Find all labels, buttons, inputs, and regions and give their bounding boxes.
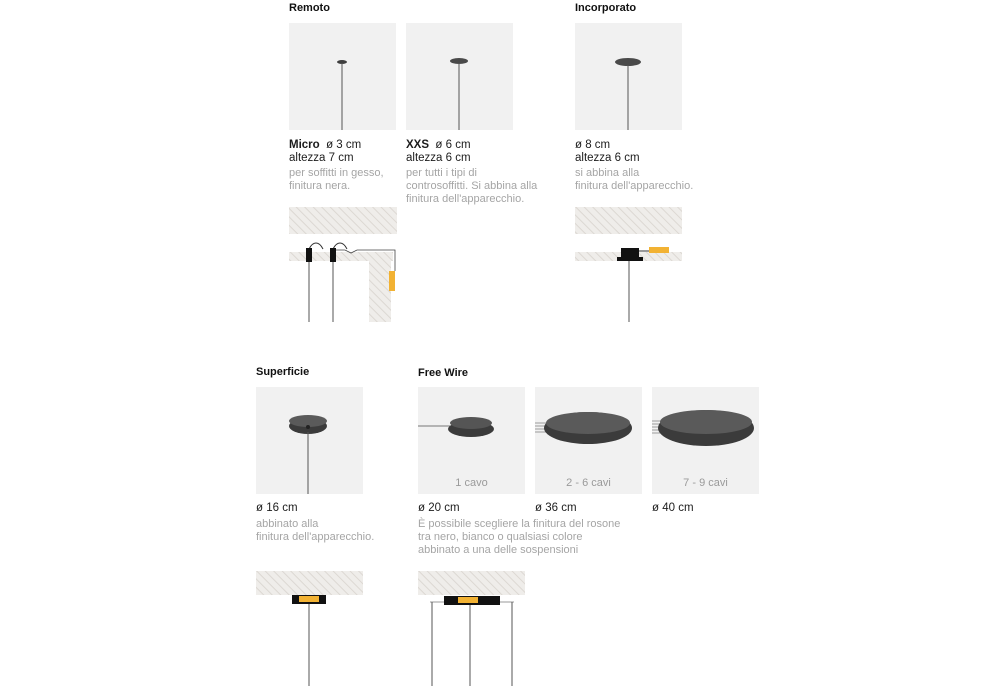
free-wire-1-cable-label: 1 cavo xyxy=(455,477,488,489)
incorporato-installation-diagram xyxy=(573,205,685,325)
micro-desc-line: finitura nera. xyxy=(289,180,351,192)
xxs-desc-line: controsoffitti. Si abbina alla xyxy=(406,180,538,192)
free-wire-7-9-cables-photo xyxy=(652,387,759,494)
xxs-description xyxy=(406,167,537,206)
xxs-desc-line: per tutti i tipi di xyxy=(406,167,477,179)
xxs-diameter: ø 6 cm xyxy=(435,139,471,151)
incorporato-height: altezza 6 cm xyxy=(575,152,640,164)
superficie-product-photo xyxy=(256,387,363,494)
free-wire-diameter-40: ø 40 cm xyxy=(652,502,694,514)
incorporato-desc-line: finitura dell'apparecchio. xyxy=(575,180,694,192)
xxs-height: altezza 6 cm xyxy=(406,152,471,164)
incorporato-description xyxy=(575,167,693,193)
xxs-caption xyxy=(406,139,471,165)
remoto-installation-diagram xyxy=(285,205,405,325)
superficie-desc-line: finitura dell'apparecchio. xyxy=(256,531,375,543)
incorporato-diameter: ø 8 cm xyxy=(575,139,611,151)
free-wire-desc-line: tra nero, bianco o qualsiasi colore xyxy=(418,531,583,543)
section-title-superficie: Superficie xyxy=(256,366,310,378)
incorporato-product-photo xyxy=(575,23,682,130)
free-wire-installation-diagram xyxy=(416,569,528,689)
micro-diameter: ø 3 cm xyxy=(326,139,362,151)
micro-product-photo xyxy=(289,23,396,130)
superficie-installation-diagram xyxy=(254,569,366,689)
section-title-remoto: Remoto xyxy=(289,2,330,14)
superficie-description xyxy=(256,518,374,544)
free-wire-1-cable-photo xyxy=(418,387,525,494)
xxs-name: XXS xyxy=(406,139,430,151)
free-wire-diameter-36: ø 36 cm xyxy=(535,502,577,514)
xxs-product-photo xyxy=(406,23,513,130)
free-wire-description xyxy=(418,518,620,557)
superficie-desc-line: abbinato alla xyxy=(256,518,319,530)
free-wire-2-6-cables-photo xyxy=(535,387,642,494)
xxs-desc-line: finitura dell'apparecchio. xyxy=(406,193,525,205)
micro-name: Micro xyxy=(289,139,320,151)
micro-caption xyxy=(289,139,361,165)
section-title-incorporato: Incorporato xyxy=(575,2,637,14)
superficie-diameter: ø 16 cm xyxy=(256,502,298,514)
incorporato-caption xyxy=(575,139,640,165)
free-wire-2-6-cables-label: 2 - 6 cavi xyxy=(566,477,611,489)
incorporato-desc-line: si abbina alla xyxy=(575,167,640,179)
free-wire-7-9-cables-label: 7 - 9 cavi xyxy=(683,477,728,489)
free-wire-desc-line: abbinato a una delle sospensioni xyxy=(418,544,579,556)
free-wire-diameter-20: ø 20 cm xyxy=(418,502,460,514)
micro-description xyxy=(289,167,384,193)
section-title-free-wire: Free Wire xyxy=(418,367,469,379)
micro-height: altezza 7 cm xyxy=(289,152,354,164)
free-wire-desc-line: È possibile scegliere la finitura del rosone xyxy=(418,518,621,530)
micro-desc-line: per soffitti in gesso, xyxy=(289,167,384,179)
